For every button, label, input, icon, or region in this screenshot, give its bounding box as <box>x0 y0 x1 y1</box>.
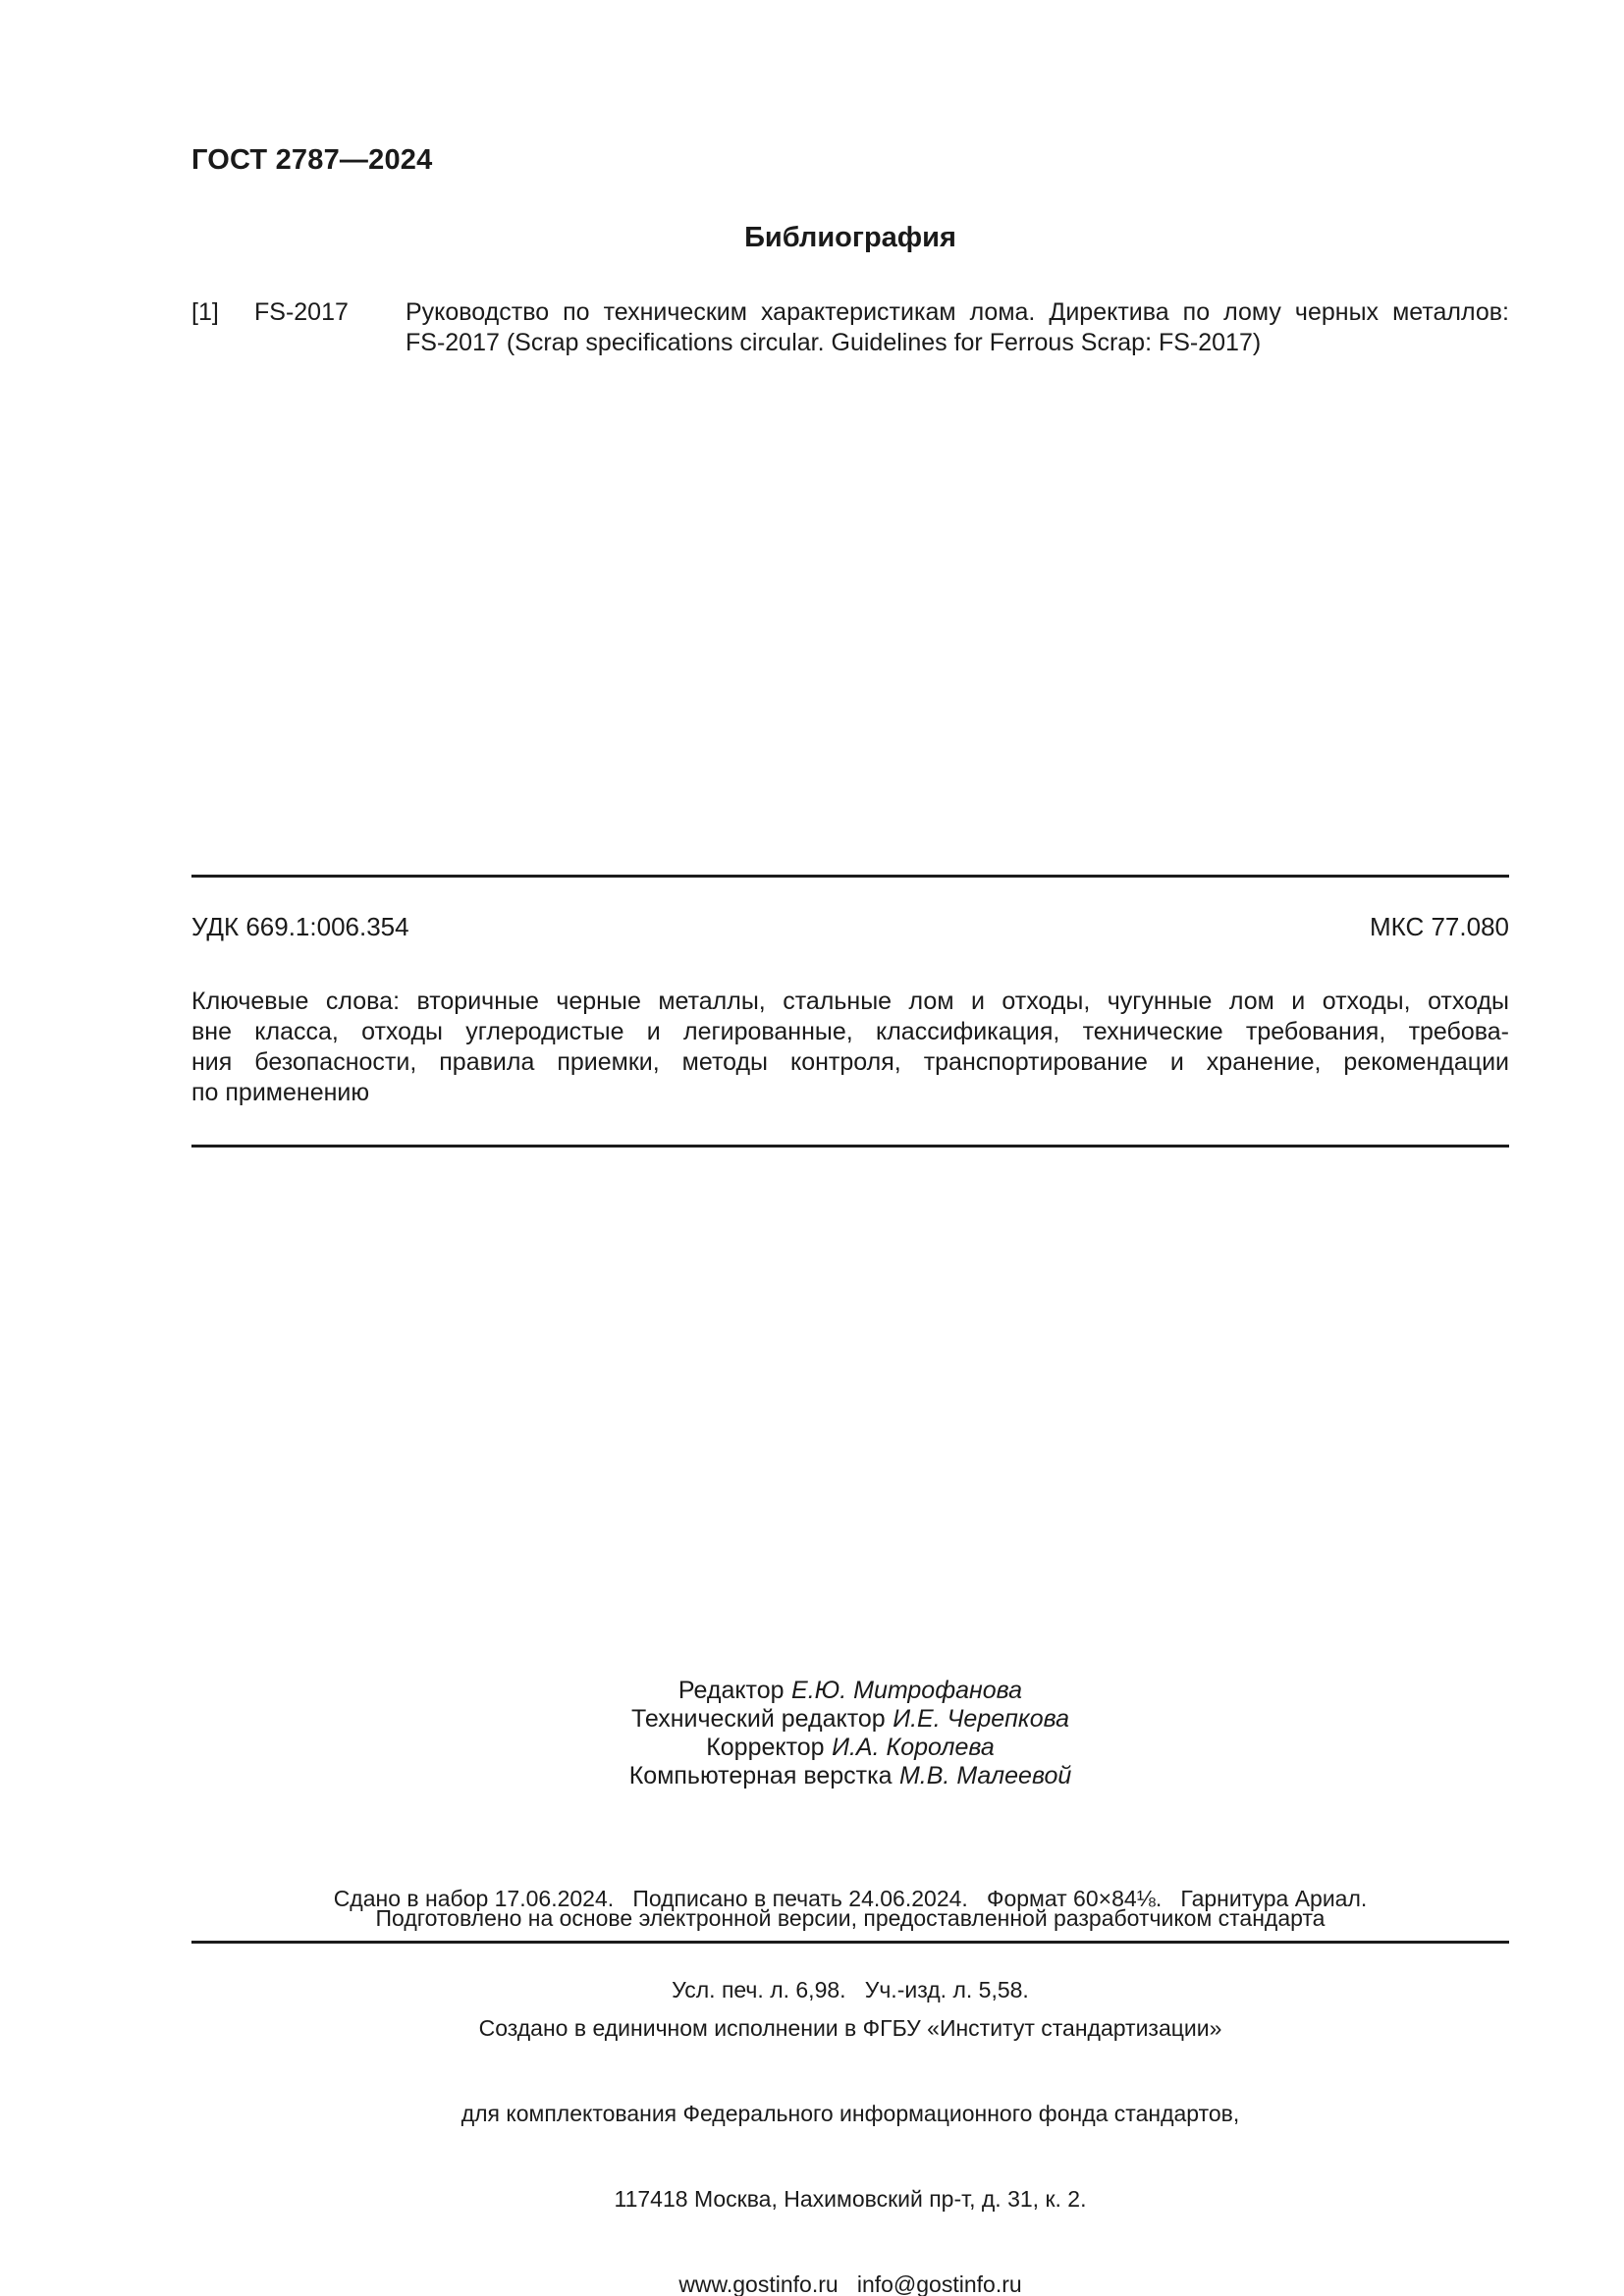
publisher-line-2: для комплектования Федерального информационного фонда стандартов, <box>460 2101 1240 2126</box>
doc-code-header: ГОСТ 2787—2024 <box>191 144 433 176</box>
staff-name: И.А. Королева <box>832 1734 995 1761</box>
print-info-line-2: Усл. печ. л. 6,98. Уч.-изд. л. 5,58. <box>672 1977 1029 2002</box>
keywords-paragraph <box>191 987 1509 1108</box>
staff-line-corrector <box>191 1734 1509 1762</box>
keywords-line-1: Ключевые слова: вторичные черные металлы, стальные лом и отходы, чугунные лом и отходы, отходы <box>191 988 1509 1015</box>
staff-name: Е.Ю. Митрофанова <box>791 1677 1023 1704</box>
bibliography-ref-number: [1] <box>191 298 219 326</box>
mks-code: МКС 77.080 <box>1369 912 1509 941</box>
publisher-contacts: www.gostinfo.ru info@gostinfo.ru <box>678 2271 1022 2296</box>
print-info-line-1: Сдано в набор 17.06.2024. Подписано в печать 24.06.2024. Формат 60×84⅛. Гарнитура Ариал. <box>333 1886 1368 1911</box>
keywords-line-4: по применению <box>191 1079 370 1106</box>
staff-role: Компьютерная верстка <box>628 1762 893 1789</box>
classification-row <box>191 912 1509 942</box>
prepared-note: Подготовлено на основе электронной версии, предоставленной разработчиком стандарта <box>375 1905 1326 1931</box>
bibliography-title: Библиография <box>744 222 956 253</box>
staff-line-layout <box>191 1762 1509 1790</box>
staff-role: Редактор <box>677 1677 785 1704</box>
colophon-staff-block <box>191 1677 1509 1790</box>
staff-role: Корректор <box>706 1734 825 1761</box>
divider-keywords <box>191 1145 1509 1148</box>
udk-code: УДК 669.1:006.354 <box>191 912 409 941</box>
divider-footer <box>191 1941 1509 1944</box>
bibliography-ref-code: FS-2017 <box>254 298 349 326</box>
bibliography-desc-line-1: Руководство по техническим характеристикам лома. Директива по лому черных металлов: <box>406 298 1509 326</box>
keywords-line-3: ния безопасности, правила приемки, методы контроля, транспортирование и хранение, рекомендации <box>191 1048 1509 1076</box>
bibliography-entry <box>191 297 1509 358</box>
divider-bibliography <box>191 875 1509 878</box>
staff-line-editor <box>191 1677 1509 1705</box>
publisher-block <box>191 1957 1509 2296</box>
publisher-address: 117418 Москва, Нахимовский пр-т, д. 31, к. 2. <box>614 2186 1087 2212</box>
staff-name: М.В. Малеевой <box>898 1762 1072 1789</box>
bibliography-desc-line-2: FS-2017 (Scrap specifications circular. Guidelines for Ferrous Scrap: FS-2017) <box>406 329 1262 356</box>
keywords-line-2: вне класса, отходы углеродистые и легированные, классификация, технические требования, требова- <box>191 1018 1509 1045</box>
staff-name: И.Е. Черепкова <box>893 1705 1069 1733</box>
staff-role: Технический редактор <box>631 1705 886 1733</box>
bibliography-ref-description <box>406 297 1509 358</box>
publisher-line-1: Создано в единичном исполнении в ФГБУ «Институт стандартизации» <box>478 2015 1222 2041</box>
staff-line-technical-editor <box>191 1705 1509 1734</box>
